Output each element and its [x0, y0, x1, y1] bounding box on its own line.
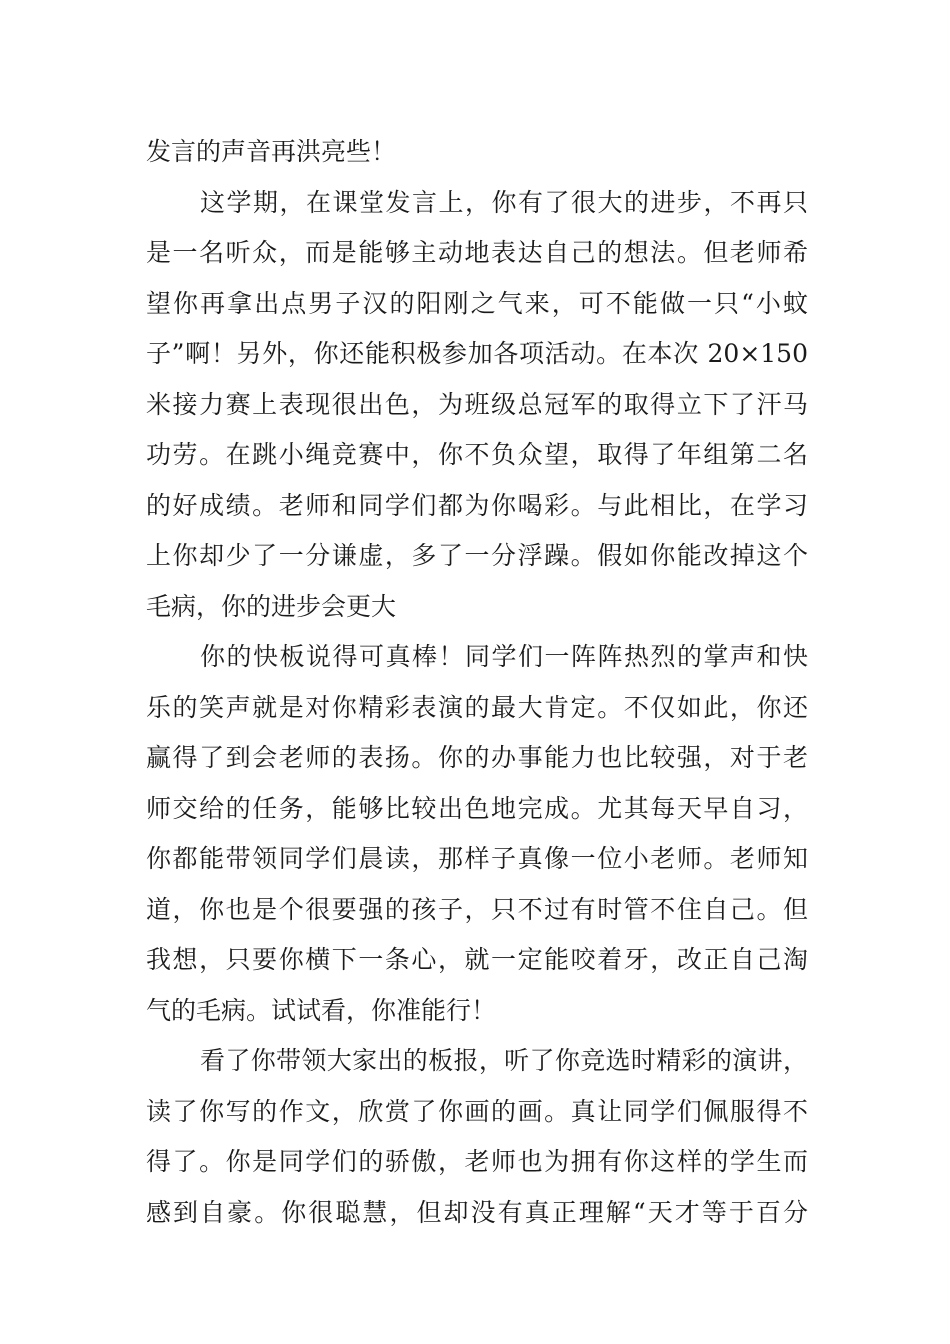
text-line: 师交给的任务，能够比较出色地完成。尤其每天早自习，: [146, 793, 808, 823]
text-line: 你的快板说得可真棒！同学们一阵阵热烈的掌声和快: [200, 642, 808, 671]
text-line: 得了。你是同学们的骄傲，老师也为拥有你这样的学生而: [146, 1147, 808, 1176]
text-line: 是一名听众，而是能够主动地表达自己的想法。但老师希: [146, 238, 808, 267]
paragraph-1: [146, 127, 808, 178]
paragraph-4: [146, 1036, 808, 1238]
text-line: 望你再拿出点男子汉的阳刚之气来，可不能做一只“小蚊: [146, 288, 808, 318]
text-line: 你都能带领同学们晨读，那样子真像一位小老师。老师知: [146, 844, 808, 873]
text-line: 看了你带领大家出的板报，听了你竞选时精彩的演讲，: [200, 1046, 808, 1075]
text-line: 发言的声音再洪亮些！: [146, 137, 397, 166]
text-line: 读了你写的作文，欣赏了你画的画。真让同学们佩服得不: [146, 1096, 808, 1126]
text-line: 赢得了到会老师的表扬。你的办事能力也比较强，对于老: [146, 743, 808, 772]
document-body: [146, 127, 808, 1238]
text-line: 道，你也是个很要强的孩子，只不过有时管不住自己。但: [146, 894, 808, 924]
text-line: 这学期，在课堂发言上，你有了很大的进步，不再只: [200, 187, 808, 217]
paragraph-3: [146, 632, 808, 1036]
text-line: 毛病，你的进步会更大: [146, 591, 397, 621]
text-line: 功劳。在跳小绳竞赛中，你不负众望，取得了年组第二名: [146, 440, 808, 469]
text-line: 我想，只要你横下一条心，就一定能咬着牙，改正自己淘: [146, 945, 808, 974]
text-line: 乐的笑声就是对你精彩表演的最大肯定。不仅如此，你还: [146, 692, 808, 722]
text-line: 的好成绩。老师和同学们都为你喝彩。与此相比，在学习: [146, 490, 808, 520]
paragraph-2: [146, 178, 808, 633]
text-line: 气的毛病。试试看，你准能行！: [146, 995, 497, 1025]
text-line: 米接力赛上表现很出色，为班级总冠军的取得立下了汗马: [146, 389, 808, 419]
text-line: 子”啊！另外，你还能积极参加各项活动。在本次 20×150: [146, 339, 808, 368]
text-line: 上你却少了一分谦虚，多了一分浮躁。假如你能改掉这个: [146, 541, 808, 570]
text-line: 感到自豪。你很聪慧，但却没有真正理解“天才等于百分: [146, 1197, 808, 1227]
